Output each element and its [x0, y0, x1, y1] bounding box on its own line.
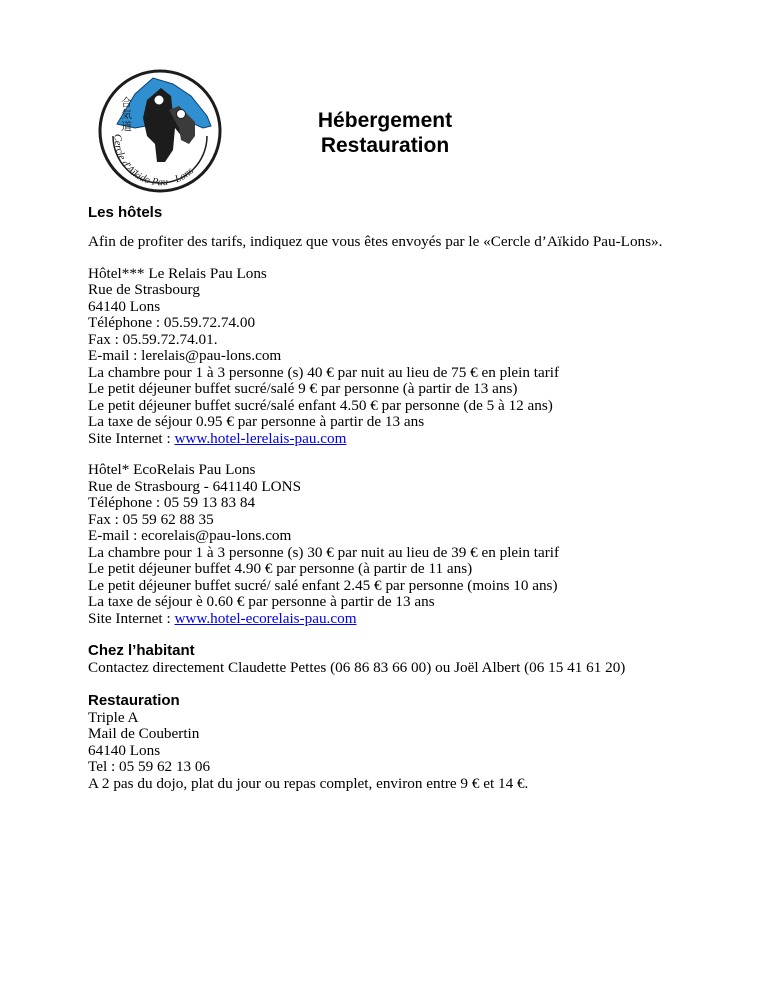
hotel-fax: Fax : 05.59.72.74.01.	[88, 330, 218, 348]
habitant-contact: Contactez directement Claudette Pettes (06 86 83 66 00) ou Joël Albert (06 15 41 61 20)	[88, 659, 626, 676]
hotel-block-ecorelais	[88, 462, 708, 627]
hotel-room-price: La chambre pour 1 à 3 personne (s) 30 € par nuit au lieu de 39 € en plein tarif	[88, 543, 560, 561]
section-heading-restauration: Restauration	[88, 691, 180, 709]
logo-kanji-3: 道	[121, 120, 132, 133]
restaurant-address-line: 64140 Lons	[88, 741, 161, 759]
hotel-website-link[interactable]: www.hotel-lerelais-pau.com	[174, 429, 347, 447]
hotel-room-price: La chambre pour 1 à 3 personne (s) 40 € par nuit au lieu de 75 € en plein tarif	[88, 363, 560, 381]
club-logo-graphic	[95, 66, 225, 196]
hotel-email: E-mail : ecorelais@pau-lons.com	[88, 527, 292, 544]
logo-kanji-1: 合	[121, 96, 132, 109]
hotel-name: Hôtel* EcoRelais Pau Lons	[88, 461, 256, 478]
hotel-name: Hôtel*** Le Relais Pau Lons	[88, 264, 267, 282]
hotel-breakfast-child-price: Le petit déjeuner buffet sucré/salé enfant 4.50 € par personne (de 5 à 12 ans)	[88, 396, 553, 414]
hotel-address-line: 64140 Lons	[88, 297, 161, 315]
hotel-phone: Téléphone : 05 59 13 83 84	[88, 494, 256, 511]
section-heading-habitant: Chez l’habitant	[88, 642, 195, 659]
hotel-breakfast-child-price: Le petit déjeuner buffet sucré/ salé enfant 2.45 € par personne (moins 10 ans)	[88, 576, 558, 594]
hotel-address-line: Rue de Strasbourg	[88, 281, 200, 298]
hotel-fax: Fax : 05 59 62 88 35	[88, 510, 214, 528]
restaurant-description: A 2 pas du dojo, plat du jour ou repas complet, environ entre 9 € et 14 €.	[88, 774, 529, 792]
title-line-2: Restauration	[320, 134, 450, 157]
section-heading-hotels: Les hôtels	[88, 204, 163, 221]
hotel-phone: Téléphone : 05.59.72.74.00	[88, 314, 256, 331]
hotel-website	[88, 431, 708, 448]
logo-ring-text: Cercle d'Aïkido Pau - Lons	[111, 133, 196, 189]
hotel-breakfast-price: Le petit déjeuner buffet sucré/salé 9 € par personne (à partir de 13 ans)	[88, 380, 518, 397]
page-title	[290, 108, 480, 158]
hotel-website-label: Site Internet :	[88, 429, 175, 447]
hotel-block-lerelais	[88, 266, 708, 448]
hotels-intro-line: Afin de profiter des tarifs, indiquez que vous êtes envoyés par le «Cercle d’Aïkido Pau-Lons».	[88, 233, 663, 250]
hotels-intro	[88, 234, 708, 251]
hotel-website-link[interactable]: www.hotel-ecorelais-pau.com	[174, 609, 357, 627]
hotel-breakfast-price: Le petit déjeuner buffet 4.90 € par personne (à partir de 11 ans)	[88, 560, 473, 577]
club-logo	[95, 66, 225, 196]
title-line-1: Hébergement	[317, 109, 453, 132]
hotel-address-line: Rue de Strasbourg - 641140 LONS	[88, 477, 302, 495]
logo-kanji-2: 気	[121, 108, 132, 121]
restaurant-name: Triple A	[88, 708, 139, 726]
restaurant-phone: Tel : 05 59 62 13 06	[88, 758, 211, 775]
document-body	[88, 204, 708, 792]
hotel-website-label: Site Internet :	[88, 609, 175, 627]
hotel-email: E-mail : lerelais@pau-lons.com	[88, 347, 282, 364]
hotel-tax: La taxe de séjour è 0.60 € par personne à partir de 13 ans	[88, 593, 435, 610]
hotel-tax: La taxe de séjour 0.95 € par personne à partir de 13 ans	[88, 413, 425, 430]
hotel-website	[88, 611, 708, 628]
restaurant-block	[88, 710, 708, 793]
restaurant-address-line: Mail de Coubertin	[88, 725, 200, 742]
